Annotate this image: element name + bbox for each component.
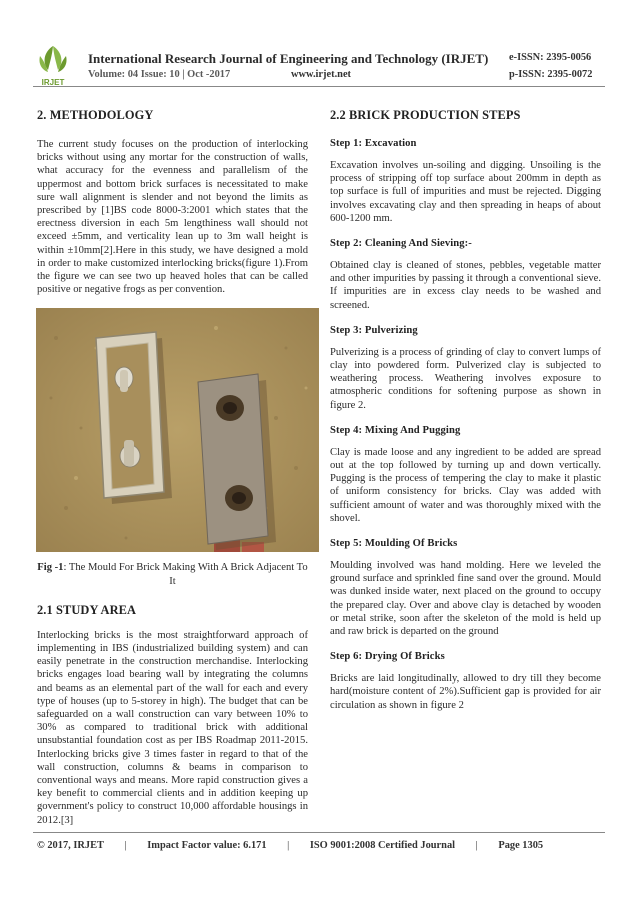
study-area-heading: 2.1 STUDY AREA: [37, 602, 137, 617]
step-6-title: Step 6: Drying Of Bricks: [330, 651, 445, 663]
footer-impact-factor: Impact Factor value: 6.171: [147, 840, 267, 851]
step-2-title: Step 2: Cleaning And Sieving:-: [330, 238, 472, 250]
logo-text: IRJET: [41, 78, 65, 87]
irjet-logo: [34, 42, 72, 87]
pissn: p-ISSN: 2395-0072: [509, 69, 593, 80]
footer-separator: |: [287, 840, 290, 851]
step-1-text: Excavation involves un-soiling and digging. Unsoiling is the process of stripping off top surface about 200mm in depth as top surface is full of impurities and must be rejected. Digging involves excavating clay and then spreading in heaps of about 600-1200 mm.: [330, 160, 601, 224]
eissn: e-ISSN: 2395-0056: [509, 52, 592, 63]
journal-title: International Research Journal of Engineering and Technology (IRJET): [88, 51, 489, 66]
step-3-text: Pulverizing is a process of grinding of clay to convert lumps of clay into powdered form. Pulverized clay is subjected to weathering process. Weathering involves exposure to atmospheric conditions for softening purpose as shown in figure 2.: [330, 346, 601, 411]
step-5-text: Moulding involved was hand molding. Here we leveled the ground surface and sprinkled fine sand over the ground. Mould was dunked inside water, next placed on the ground to occupy the prepared clay. Over and above clay is detached by wooden or metal strike, soon after the skeleton of the mold is held up and raw brick is departed on the ground: [330, 560, 601, 638]
step-5-title: Step 5: Moulding Of Bricks: [330, 538, 458, 550]
figure-mould-photo: [36, 308, 319, 552]
brick-steps-heading: 2.2 BRICK PRODUCTION STEPS: [330, 108, 521, 122]
website-link[interactable]: www.irjet.net: [291, 69, 352, 80]
figure-label: Fig -1: [37, 562, 64, 574]
footer: [37, 840, 543, 851]
footer-divider: [33, 832, 605, 833]
figure-caption-text: : The Mould For Brick Making With A Brick Adjacent To It: [63, 562, 308, 587]
step-6-text: Bricks are laid longitudinally, allowed to dry till they become hard(moisture content of 2%).Sufficient gap is provided for air circulation as shown in figure 2: [330, 673, 601, 711]
footer-separator: |: [124, 840, 127, 851]
footer-copyright: © 2017, IRJET: [37, 840, 104, 851]
footer-iso: ISO 9001:2008 Certified Journal: [309, 840, 456, 851]
methodology-heading: 2. METHODOLOGY: [37, 108, 154, 122]
left-column: [37, 100, 308, 827]
footer-page-number: Page 1305: [498, 840, 544, 851]
methodology-paragraph: The current study focuses on the production of interlocking bricks without using any mortar for the construction of walls, what accuracy for the evenness and parallelism of the uppermost and bottom brick surfaces is necessitated to make sure wall alignment is slender and not beyond the limits as prescribed by [1]BS code 8000-3:2001 which states that the erectness diversion in each 5m lengthiness wall should not exceed ±5mm, and verticality lean up to 3m wall height is within ±10mm[2].Here in this study, we have designed a mold in order to make customized interlocking bricks(figure 1).From the figure we can see two up heaved holes that can be called positive or negative frogs as per convention.: [37, 139, 308, 296]
issue-info: Volume: 04 Issue: 10 | Oct -2017: [88, 69, 231, 80]
study-area-paragraph: Interlocking bricks is the most straightforward approach of implementing in IBS (industrialized building system) and can easily penetrate in the construction merchandise. Interlocking bricks engages load bearing wall by integrating the columns and beams as an elemental part of the wall for each and every type of houses (up to 5-storey in high). The budget that can be safeguarded on a wall construction can vary between 10% to 30% as compared to traditional brick with additional unsubstantial foundation cost as per IBS Roadmap 2011-2015. Interlocking bricks give 3 times faster in regard to that of the wall construction, columns & beams in comparison to conventional ways and means. More rapid construction gives a key benefit to commercial clients and in addition keeping up government's policy to construct 10,000 affordable housings in 2012.[3]: [37, 629, 308, 826]
step-2-text: Obtained clay is cleaned of stones, pebbles, vegetable matter and other impurities by passing it through a conventional sieve. If impurities are in excess clay needs to be washed and screened.: [330, 260, 601, 311]
step-4-text: Clay is made loose and any ingredient to be added are spread out at the top followed by turning up and down vertically. Pugging is the process of tempering the clay to make it plastic of uniform consistency for bricks. Clay was added with sufficient amount of water and was thoroughly mixed with the shovel.: [330, 446, 601, 524]
mould-brick-photo: [36, 308, 319, 552]
step-4-title: Step 4: Mixing And Pugging: [330, 424, 461, 436]
header-divider: [33, 86, 605, 87]
footer-separator: |: [475, 840, 478, 851]
figure-caption: [37, 561, 308, 587]
right-column: [330, 100, 601, 712]
step-1-title: Step 1: Excavation: [330, 138, 417, 149]
step-3-title: Step 3: Pulverizing: [330, 324, 418, 336]
